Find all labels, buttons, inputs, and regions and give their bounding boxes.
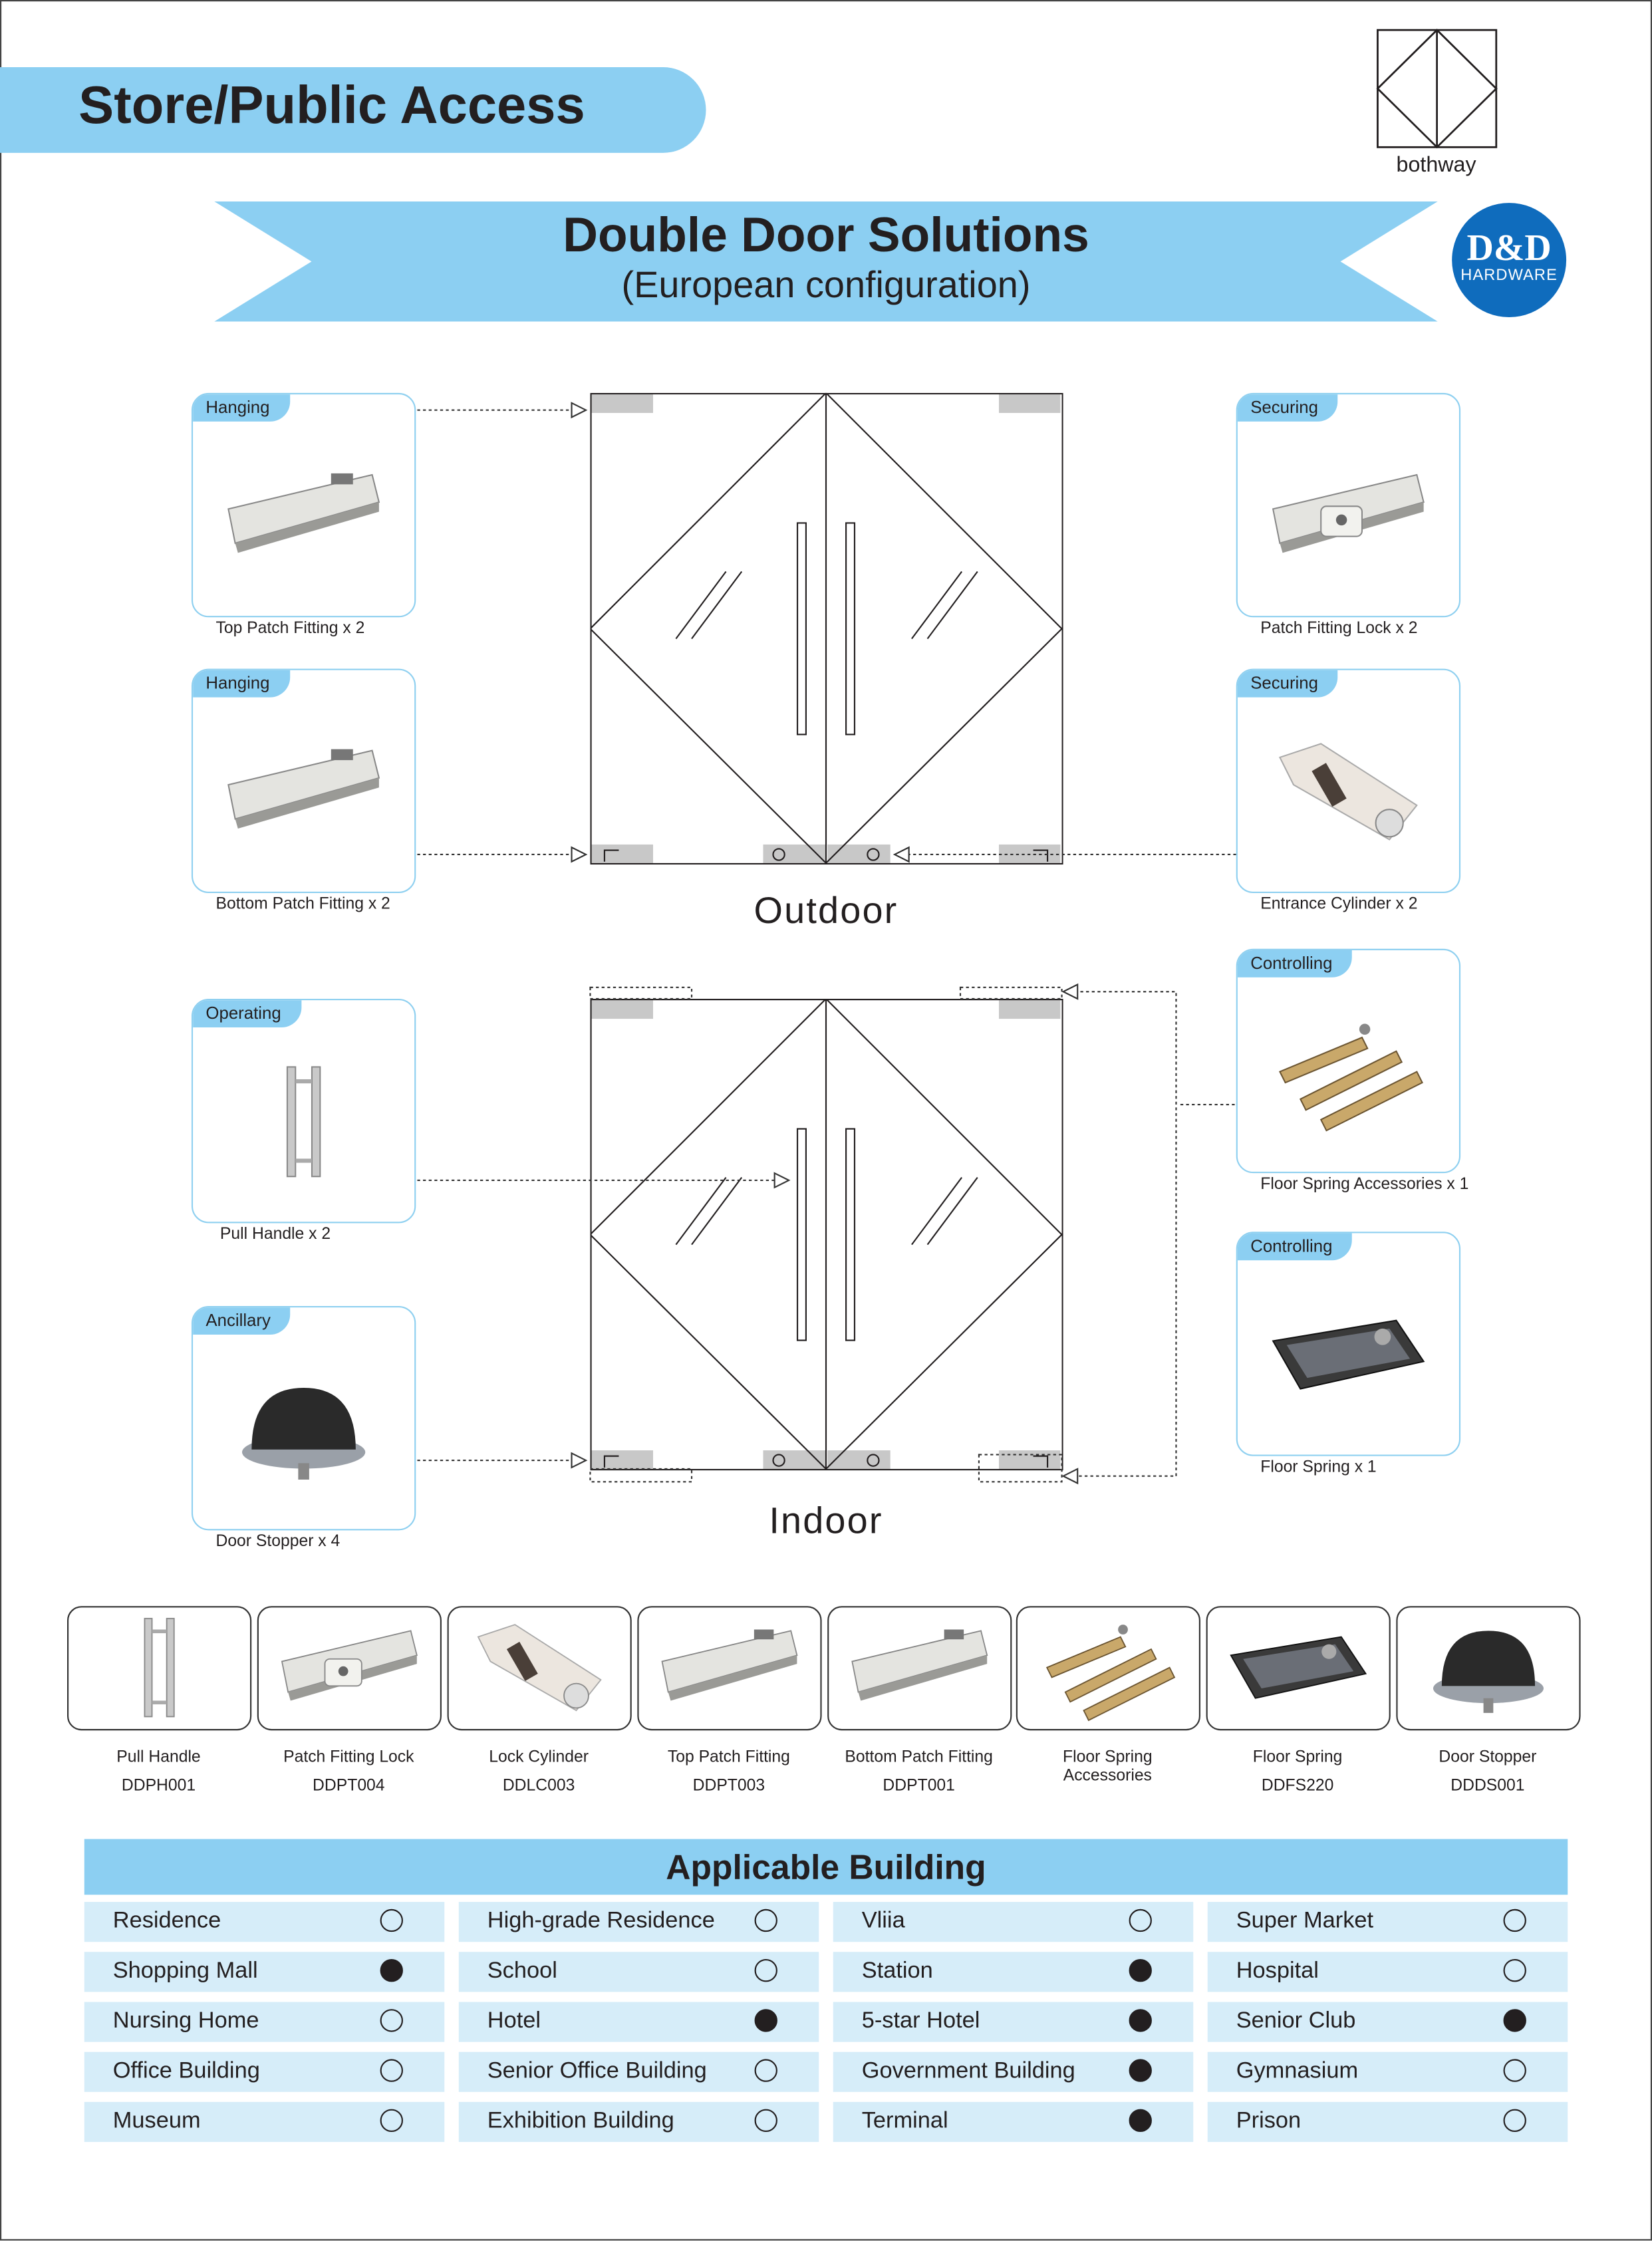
empty-circle-icon [1129,1909,1152,1932]
building-label: Vliia [861,1909,905,1934]
component-card [192,393,416,617]
floor-spring-accessories-icon [1035,1611,1182,1732]
component-card [192,999,416,1223]
card-caption: Entrance Cylinder x 2 [1260,896,1418,914]
empty-circle-icon [1504,2109,1526,2132]
building-item [1208,1902,1568,1942]
building-item [833,1902,1193,1942]
component-card [1236,1232,1460,1456]
product-name: Patch Fitting Lock [283,1749,414,1766]
patch-lock-icon [1266,452,1431,580]
building-label: Hotel [487,2009,541,2034]
pull-handle-icon [221,1057,386,1186]
building-item [833,2102,1193,2142]
card-category-tag: Controlling [1238,1233,1353,1260]
product-name: Floor Spring [1252,1749,1343,1766]
building-item [459,2102,819,2142]
page-title: Store/Public Access [78,75,585,134]
product-code: DDPT004 [313,1778,385,1795]
filled-circle-icon [755,2009,777,2032]
building-label: Gymnasium [1236,2059,1359,2083]
empty-circle-icon [755,1959,777,1982]
building-label: Hospital [1236,1959,1319,1984]
patch-lock-icon [276,1611,423,1732]
building-label: Office Building [112,2059,260,2083]
building-item [84,1902,444,1942]
floor-spring-icon [1225,1611,1372,1732]
empty-circle-icon [380,1909,403,1932]
product-code: DDPH001 [121,1778,196,1795]
product-code: DDPT001 [883,1778,955,1795]
product-name: Bottom Patch Fitting [845,1749,993,1766]
door-stopper-icon [221,1365,386,1493]
card-caption: Door Stopper x 4 [215,1533,341,1551]
building-item [1208,2102,1568,2142]
building-label: School [487,1959,557,1984]
building-label: Residence [112,1909,221,1934]
card-caption: Bottom Patch Fitting x 2 [215,896,390,914]
empty-circle-icon [380,2059,403,2081]
filled-circle-icon [1129,2009,1152,2032]
building-label: Super Market [1236,1909,1374,1934]
building-item [1208,1952,1568,1992]
banner-subtitle: (European configuration) [621,263,1031,306]
outdoor-label: Outdoor [754,888,898,932]
building-item [833,2002,1193,2042]
card-category-tag: Securing [1238,670,1338,698]
floor-spring-icon [1266,1290,1431,1418]
card-category-tag: Controlling [1238,950,1353,978]
empty-circle-icon [755,2059,777,2081]
empty-circle-icon [380,2009,403,2032]
card-category-tag: Hanging [193,670,289,698]
building-item [833,2052,1193,2092]
empty-circle-icon [1504,2059,1526,2081]
component-card [192,1306,416,1530]
indoor-label: Indoor [769,1499,883,1542]
building-label: Shopping Mall [112,1959,258,1984]
card-caption: Floor Spring x 1 [1260,1458,1377,1476]
brand-sub: HARDWARE [1460,267,1558,285]
card-category-tag: Hanging [193,394,289,422]
empty-circle-icon [380,2109,403,2132]
outdoor-door-diagram [590,393,1063,866]
filled-circle-icon [1129,2109,1152,2132]
building-item [84,2002,444,2042]
card-caption: Floor Spring Accessories x 1 [1260,1176,1469,1194]
brand-logo [1452,203,1566,317]
patch-fitting-icon [221,452,386,580]
patch-fitting-icon [221,727,386,856]
empty-circle-icon [755,1909,777,1932]
indoor-door-diagram [590,999,1063,1472]
building-item [459,1952,819,1992]
card-category-tag: Securing [1238,394,1338,422]
building-label: Station [861,1959,933,1984]
building-label: Senior Club [1236,2009,1356,2034]
building-label: Museum [112,2109,201,2134]
product-name: Lock Cylinder [489,1749,589,1766]
product-thumbnail[interactable] [637,1606,821,1730]
building-item [459,2052,819,2092]
product-code: DDPT003 [692,1778,765,1795]
building-item [459,1902,819,1942]
card-caption: Pull Handle x 2 [219,1226,331,1244]
filled-circle-icon [1129,1959,1152,1982]
building-label: Exhibition Building [487,2109,674,2134]
building-label: High-grade Residence [487,1909,715,1934]
building-label: Nursing Home [112,2009,259,2034]
patch-fitting-icon [846,1611,993,1732]
empty-circle-icon [1504,1909,1526,1932]
product-thumbnail[interactable] [67,1606,251,1730]
product-name: Door Stopper [1439,1749,1537,1766]
building-item [84,1952,444,1992]
product-code: DDDS001 [1450,1778,1525,1795]
pull-handle-icon [86,1611,233,1732]
brand-main: D&D [1466,227,1552,269]
building-label: 5-star Hotel [861,2009,980,2034]
product-code: DDFS220 [1261,1778,1334,1795]
filled-circle-icon [1504,2009,1526,2032]
building-label: Prison [1236,2109,1302,2134]
product-thumbnail[interactable] [827,1606,1012,1730]
building-item [833,1952,1193,1992]
product-thumbnail[interactable] [1016,1606,1200,1730]
building-item [459,2002,819,2042]
bothway-label: bothway [1396,152,1476,178]
title-tab [0,67,706,153]
card-caption: Top Patch Fitting x 2 [215,620,365,638]
card-caption: Patch Fitting Lock x 2 [1260,620,1418,638]
product-thumbnail[interactable] [1396,1606,1580,1730]
bothway-icon [1376,29,1499,159]
product-name: Floor Spring Accessories [1063,1749,1153,1785]
component-card [1236,393,1460,617]
product-thumbnail[interactable] [257,1606,442,1730]
product-thumbnail[interactable] [1206,1606,1391,1730]
cylinder-icon [466,1611,613,1732]
filled-circle-icon [380,1959,403,1982]
building-label: Terminal [861,2109,948,2134]
applicable-building-title: Applicable Building [84,1839,1568,1895]
floor-spring-accessories-icon [1266,1007,1431,1136]
component-card [1236,669,1460,893]
building-item [84,2102,444,2142]
empty-circle-icon [1504,1959,1526,1982]
empty-circle-icon [755,2109,777,2132]
building-item [1208,2002,1568,2042]
product-name: Top Patch Fitting [667,1749,790,1766]
component-card [1236,949,1460,1173]
door-stopper-icon [1415,1611,1562,1732]
product-thumbnail[interactable] [448,1606,632,1730]
product-name: Pull Handle [116,1749,201,1766]
building-label: Senior Office Building [487,2059,707,2083]
card-category-tag: Ancillary [193,1307,291,1335]
building-item [1208,2052,1568,2092]
cylinder-icon [1266,727,1431,856]
filled-circle-icon [1129,2059,1152,2081]
patch-fitting-icon [656,1611,803,1732]
building-label: Government Building [861,2059,1075,2083]
card-category-tag: Operating [193,1000,301,1027]
component-card [192,669,416,893]
building-item [84,2052,444,2092]
product-code: DDLC003 [502,1778,575,1795]
banner-title: Double Door Solutions [563,208,1089,263]
